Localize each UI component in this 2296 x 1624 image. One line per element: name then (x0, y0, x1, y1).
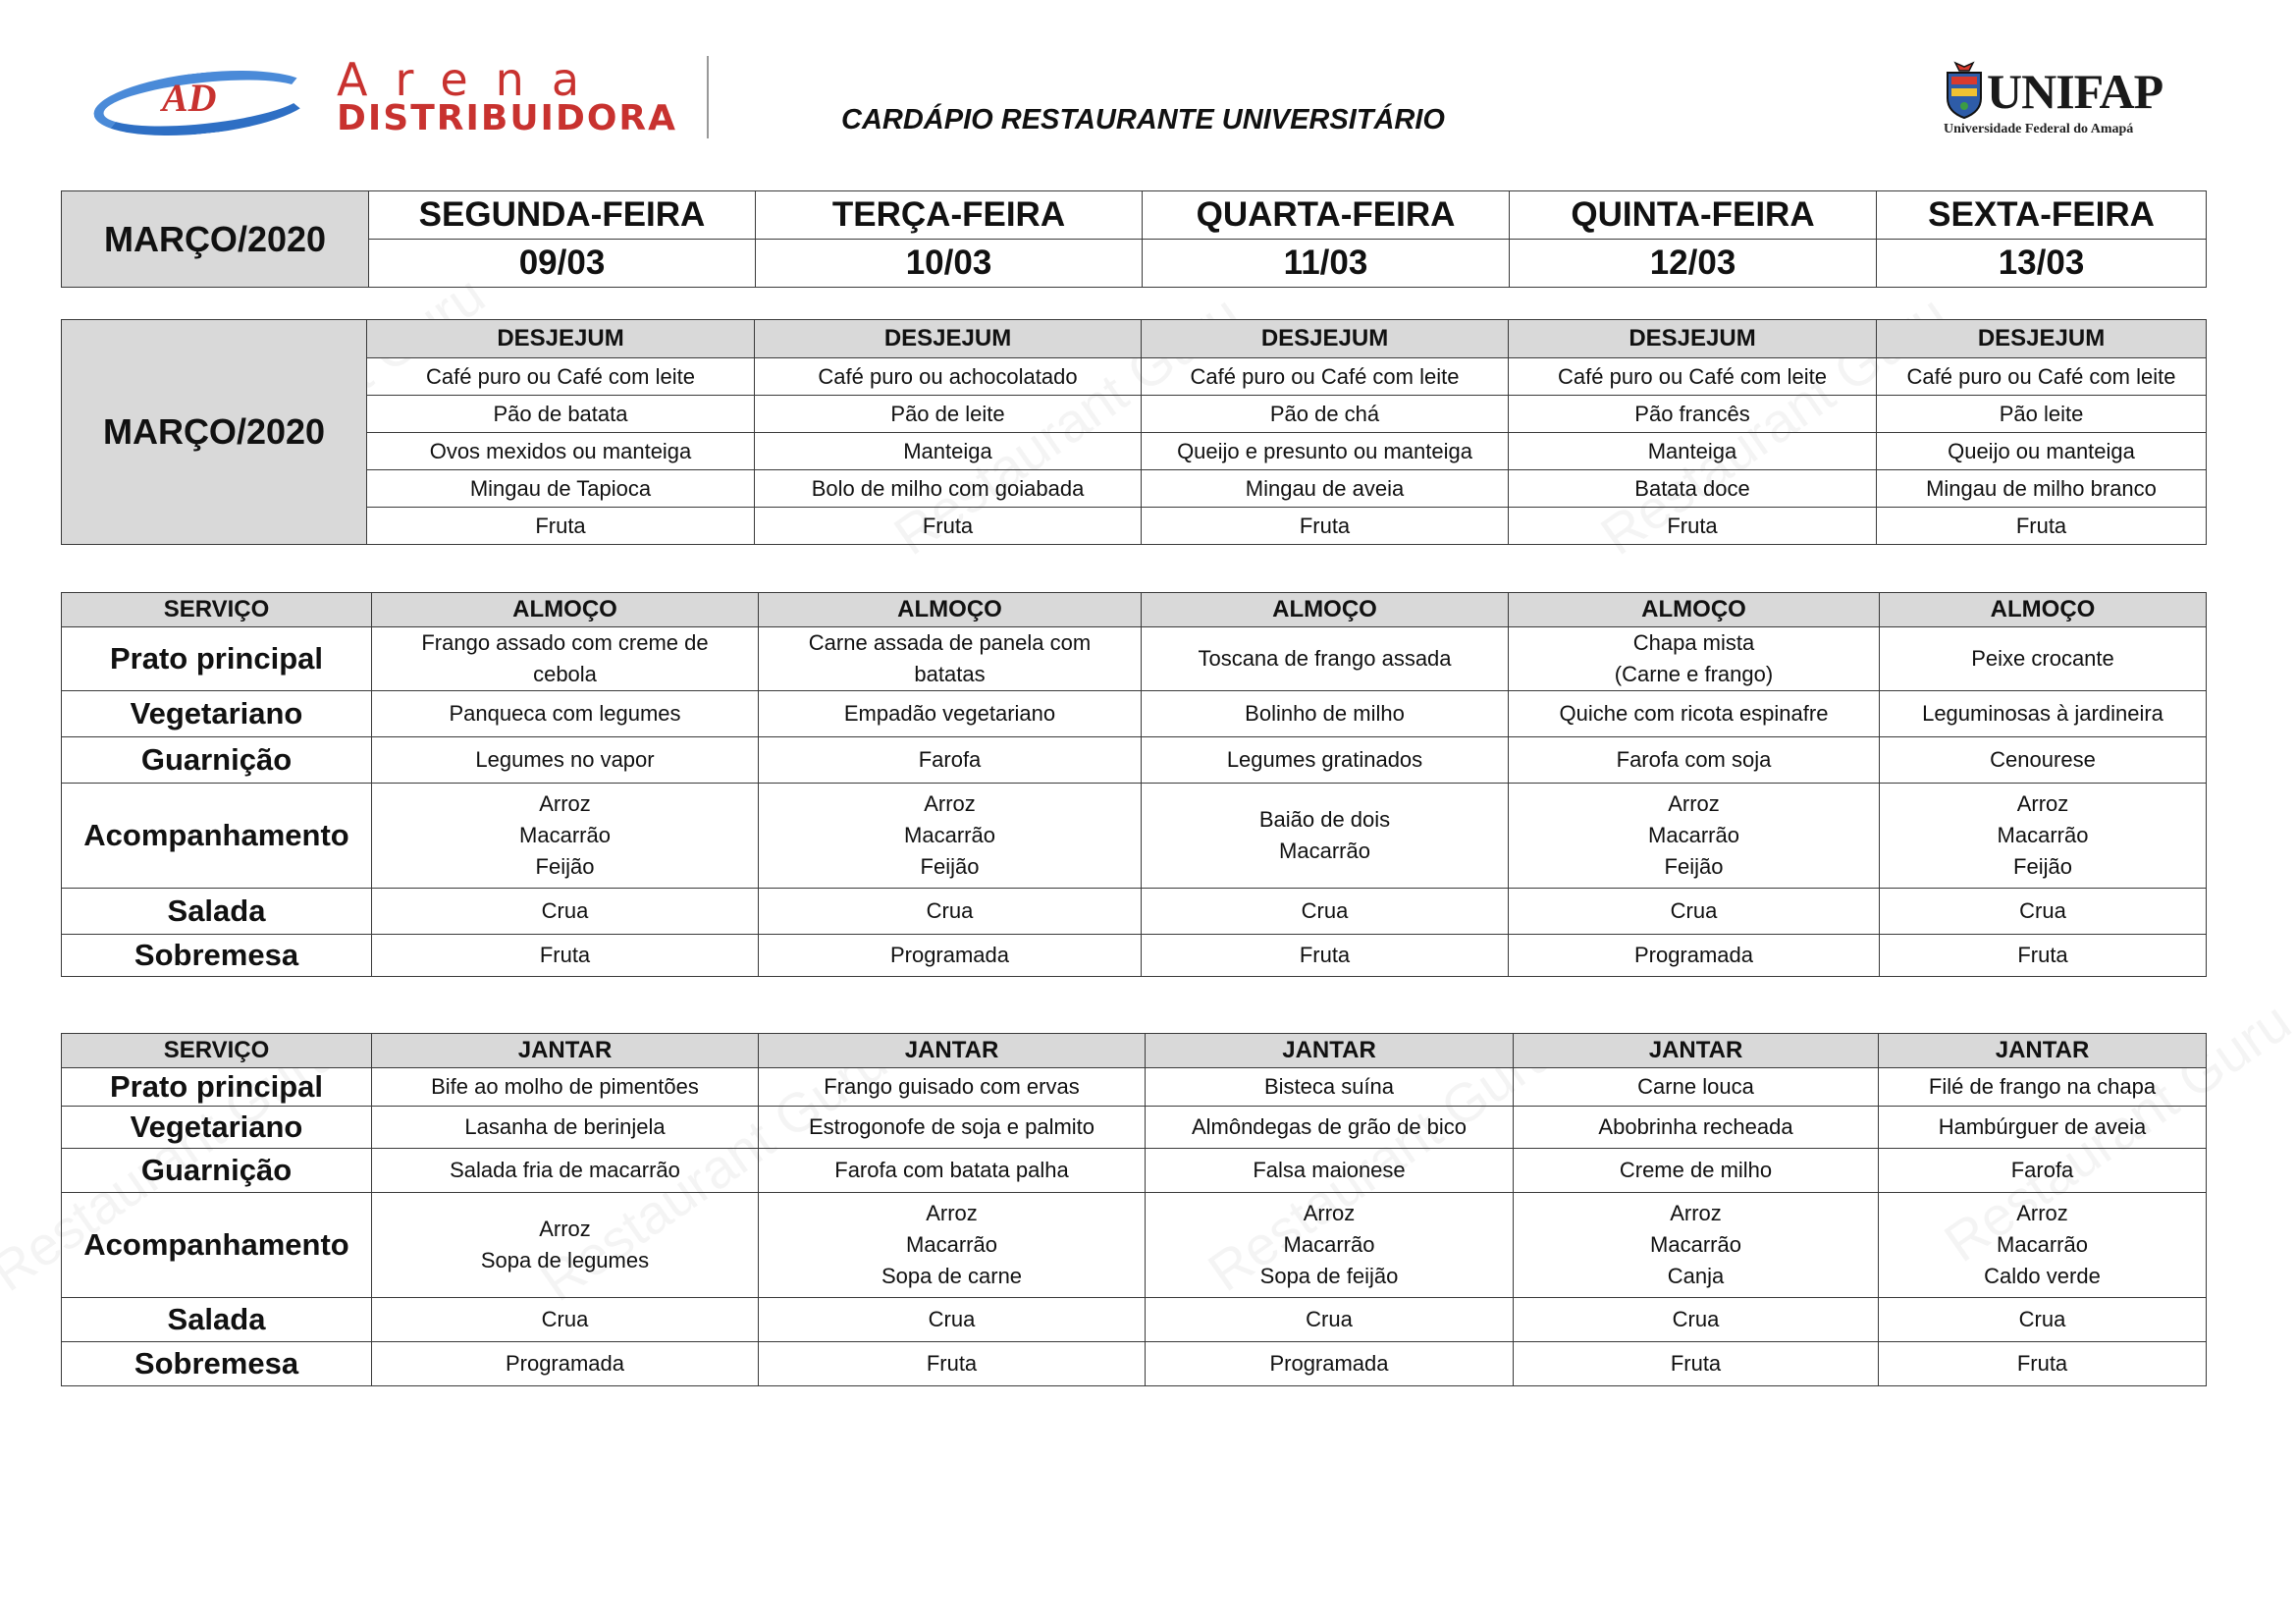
menu-cell (372, 627, 759, 691)
row-label: Acompanhamento (62, 784, 372, 889)
row-label: Guarnição (62, 737, 372, 784)
arena-logo-word: Arena (337, 53, 608, 106)
menu-cell-line: Farofa (2010, 1158, 2074, 1182)
unifap-subtitle: Universidade Federal do Amapá (1944, 122, 2134, 136)
menu-cell-line: Arroz (1670, 1201, 1722, 1225)
menu-cell (1879, 1149, 2207, 1193)
jantar-header: JANTAR (759, 1034, 1146, 1068)
menu-cell-line: Bisteca suína (1263, 1074, 1395, 1099)
service-column-header: SERVIÇO (62, 593, 372, 627)
menu-cell: Pão de batata (367, 396, 755, 433)
jantar-table (61, 1033, 2207, 1386)
menu-cell-line: Cenourese (1990, 747, 2096, 772)
menu-cell-line: Macarrão (1997, 1232, 2088, 1257)
menu-cell-line: cebola (533, 662, 597, 686)
menu-cell (1514, 1298, 1879, 1342)
row-label: Vegetariano (62, 1107, 372, 1149)
menu-cell-line: Crua (1301, 898, 1349, 923)
menu-cell: Pão de leite (755, 396, 1142, 433)
table-row (62, 935, 2207, 977)
menu-cell-line: Bife ao molho de pimentões (431, 1074, 699, 1099)
table-row (62, 508, 2207, 545)
menu-cell-line: Fruta (1299, 943, 1351, 967)
menu-cell (1514, 1107, 1879, 1149)
menu-cell-line: Arroz (1668, 791, 1720, 816)
menu-cell-line: Fruta (2016, 1351, 2068, 1376)
menu-cell (759, 627, 1142, 691)
menu-cell (1146, 1298, 1514, 1342)
menu-cell-line: Baião de dois (1258, 807, 1391, 832)
menu-cell-line: Arroz (539, 791, 591, 816)
menu-cell-line: Empadão vegetariano (843, 701, 1056, 726)
menu-cell-line: Chapa mista (1632, 630, 1755, 655)
desjejum-header: DESJEJUM (367, 320, 755, 358)
menu-cell (1509, 627, 1880, 691)
menu-cell-line: Caldo verde (1984, 1264, 2101, 1288)
almoco-table (61, 592, 2207, 977)
menu-cell: Fruta (1509, 508, 1877, 545)
menu-cell-line: Canja (1667, 1264, 1725, 1288)
table-row (62, 691, 2207, 737)
table-row (62, 737, 2207, 784)
table-row (62, 627, 2207, 691)
menu-cell (1142, 935, 1509, 977)
menu-cell (1880, 691, 2207, 737)
menu-cell: Queijo e presunto ou manteiga (1142, 433, 1509, 470)
day-date: 12/03 (1510, 240, 1877, 288)
menu-cell-line: Legumes gratinados (1226, 747, 1423, 772)
menu-cell-line: Macarrão (519, 823, 611, 847)
desjejum-header: DESJEJUM (1877, 320, 2207, 358)
menu-cell: Fruta (755, 508, 1142, 545)
menu-cell-line: Fruta (539, 943, 591, 967)
jantar-header: JANTAR (1879, 1034, 2207, 1068)
row-label: Guarnição (62, 1149, 372, 1193)
menu-cell-line: Crua (2019, 898, 2066, 923)
row-label: Vegetariano (62, 691, 372, 737)
table-row (62, 1193, 2207, 1298)
menu-cell: Fruta (1142, 508, 1509, 545)
desjejum-month-label: MARÇO/2020 (62, 320, 367, 545)
menu-cell-line: Macarrão (1997, 823, 2089, 847)
menu-cell-line: Salada fria de macarrão (450, 1158, 680, 1182)
menu-cell (1879, 1193, 2207, 1298)
menu-cell-line: Falsa maionese (1253, 1158, 1406, 1182)
menu-cell-line: Almôndegas de grão de bico (1191, 1114, 1468, 1139)
menu-cell (1880, 737, 2207, 784)
unifap-seal-icon (1942, 59, 1987, 120)
menu-cell (759, 1107, 1146, 1149)
day-date: 09/03 (369, 240, 756, 288)
menu-cell-line: Farofa com batata palha (834, 1158, 1069, 1182)
menu-cell-line: Crua (1306, 1307, 1353, 1331)
menu-cell-line: Crua (1672, 1307, 1720, 1331)
row-label: Prato principal (62, 1068, 372, 1107)
menu-cell-line: Sopa de carne (881, 1264, 1023, 1288)
menu-cell: Batata doce (1509, 470, 1877, 508)
table-row (62, 433, 2207, 470)
menu-cell (372, 1342, 759, 1386)
menu-cell-line: Peixe crocante (1971, 646, 2114, 671)
menu-cell (1146, 1068, 1514, 1107)
menu-cell-line: Crua (541, 898, 589, 923)
day-date: 13/03 (1877, 240, 2207, 288)
row-label: Salada (62, 1298, 372, 1342)
menu-cell-line: Programada (1269, 1351, 1389, 1376)
menu-cell-line: Toscana de frango assada (1198, 646, 1452, 671)
menu-cell (1142, 784, 1509, 889)
menu-cell (759, 1193, 1146, 1298)
day-name: SEXTA-FEIRA (1877, 191, 2207, 240)
table-row (62, 1107, 2207, 1149)
menu-cell-line: Crua (2018, 1307, 2066, 1331)
day-name: SEGUNDA-FEIRA (369, 191, 756, 240)
menu-cell: Mingau de milho branco (1877, 470, 2207, 508)
table-row (62, 1149, 2207, 1193)
menu-cell-line: Crua (1670, 898, 1718, 923)
menu-cell-line: Fruta (926, 1351, 978, 1376)
menu-cell (1146, 1342, 1514, 1386)
menu-cell-line: Macarrão (906, 1232, 997, 1257)
jantar-header: JANTAR (1146, 1034, 1514, 1068)
menu-cell-line: Sopa de feijão (1259, 1264, 1399, 1288)
menu-cell (1879, 1298, 2207, 1342)
row-label: Prato principal (62, 627, 372, 691)
menu-cell-line: Macarrão (1283, 1232, 1375, 1257)
menu-cell (1146, 1107, 1514, 1149)
menu-cell-line: Programada (889, 943, 1010, 967)
menu-cell-line: Quiche com ricota espinafre (1559, 701, 1829, 726)
menu-cell (372, 1068, 759, 1107)
almoco-header: ALMOÇO (1509, 593, 1880, 627)
menu-cell-line: Arroz (924, 791, 976, 816)
menu-cell (759, 1298, 1146, 1342)
menu-cell (759, 737, 1142, 784)
menu-cell (759, 935, 1142, 977)
menu-cell-line: Lasanha de berinjela (464, 1114, 666, 1139)
menu-cell-line: Carne assada de panela com (808, 630, 1092, 655)
desjejum-header: DESJEJUM (1509, 320, 1877, 358)
menu-cell (372, 1193, 759, 1298)
menu-cell-line: Arroz (1303, 1201, 1356, 1225)
menu-cell-line: Feijão (1664, 854, 1724, 879)
menu-cell-line: Estrogonofe de soja e palmito (808, 1114, 1095, 1139)
menu-cell-line: Crua (928, 1307, 976, 1331)
menu-cell: Café puro ou achocolatado (755, 358, 1142, 396)
menu-cell (1146, 1149, 1514, 1193)
menu-cell (1880, 784, 2207, 889)
menu-cell (1514, 1149, 1879, 1193)
menu-cell-line: Fruta (1670, 1351, 1722, 1376)
menu-cell: Ovos mexidos ou manteiga (367, 433, 755, 470)
menu-cell (1142, 627, 1509, 691)
menu-cell (372, 935, 759, 977)
menu-cell (759, 1149, 1146, 1193)
menu-cell-line: Frango guisado com ervas (824, 1074, 1080, 1099)
month-label: MARÇO/2020 (62, 191, 369, 288)
desjejum-table (61, 319, 2207, 545)
menu-cell-line: Farofa (918, 747, 982, 772)
menu-cell (1509, 889, 1880, 935)
page-title-text: CARDÁPIO RESTAURANTE UNIVERSITÁRIO (841, 104, 1445, 135)
menu-cell-line: Abobrinha recheada (1598, 1114, 1793, 1139)
menu-cell (372, 889, 759, 935)
menu-cell (1514, 1068, 1879, 1107)
day-date: 11/03 (1143, 240, 1510, 288)
menu-cell-line: Macarrão (1648, 823, 1739, 847)
menu-cell (372, 691, 759, 737)
menu-cell: Mingau de aveia (1142, 470, 1509, 508)
menu-cell (1509, 691, 1880, 737)
desjejum-header: DESJEJUM (755, 320, 1142, 358)
day-name: QUINTA-FEIRA (1510, 191, 1877, 240)
table-row (62, 396, 2207, 433)
menu-cell (1880, 935, 2207, 977)
unifap-logo (1942, 57, 2197, 145)
menu-cell-line: Bolinho de milho (1245, 701, 1405, 726)
almoco-header: ALMOÇO (1880, 593, 2207, 627)
menu-cell (1514, 1342, 1879, 1386)
menu-cell-line: Macarrão (904, 823, 995, 847)
menu-cell-line: Carne louca (1637, 1074, 1754, 1099)
menu-cell-line: Crua (541, 1307, 589, 1331)
menu-cell (1880, 889, 2207, 935)
menu-cell-line: Legumes no vapor (475, 747, 655, 772)
menu-cell (1142, 889, 1509, 935)
menu-cell-line: Arroz (539, 1217, 591, 1241)
menu-cell (759, 1068, 1146, 1107)
menu-cell-line: Crua (926, 898, 974, 923)
row-label: Sobremesa (62, 1342, 372, 1386)
menu-cell-line: Hambúrguer de aveia (1938, 1114, 2147, 1139)
table-row (62, 784, 2207, 889)
menu-cell: Pão de chá (1142, 396, 1509, 433)
row-label: Salada (62, 889, 372, 935)
menu-cell-line: Feijão (920, 854, 980, 879)
table-row (62, 1298, 2207, 1342)
menu-cell-line: Leguminosas à jardineira (1922, 701, 2163, 726)
menu-cell-line: Programada (1633, 943, 1754, 967)
unifap-name: UNIFAP (1987, 64, 2163, 119)
almoco-header: ALMOÇO (372, 593, 759, 627)
table-row (62, 358, 2207, 396)
day-name: QUARTA-FEIRA (1143, 191, 1510, 240)
table-row (62, 1068, 2207, 1107)
jantar-header: JANTAR (1514, 1034, 1879, 1068)
row-label: Acompanhamento (62, 1193, 372, 1298)
menu-cell: Pão leite (1877, 396, 2207, 433)
table-row (62, 1342, 2207, 1386)
menu-cell (1142, 737, 1509, 784)
menu-cell (759, 691, 1142, 737)
week-header-table (61, 190, 2207, 288)
menu-cell-line: Programada (505, 1351, 625, 1376)
menu-cell-line: Filé de frango na chapa (1928, 1074, 2157, 1099)
table-row (62, 889, 2207, 935)
menu-cell-line: Fruta (2017, 943, 2068, 967)
menu-cell (372, 737, 759, 784)
menu-cell (1880, 627, 2207, 691)
menu-cell: Pão francês (1509, 396, 1877, 433)
menu-cell (759, 889, 1142, 935)
menu-cell: Café puro ou Café com leite (1509, 358, 1877, 396)
menu-cell-line: Farofa com soja (1616, 747, 1772, 772)
menu-cell-line: batatas (914, 662, 986, 686)
menu-cell-line: (Carne e frango) (1614, 662, 1774, 686)
menu-cell: Fruta (1877, 508, 2207, 545)
menu-cell (759, 1342, 1146, 1386)
arena-logo-mark: AD (162, 76, 217, 120)
service-column-header: SERVIÇO (62, 1034, 372, 1068)
menu-cell (1509, 935, 1880, 977)
day-name: TERÇA-FEIRA (756, 191, 1143, 240)
desjejum-header: DESJEJUM (1142, 320, 1509, 358)
day-date: 10/03 (756, 240, 1143, 288)
menu-cell (1146, 1193, 1514, 1298)
menu-cell (372, 1298, 759, 1342)
menu-cell: Manteiga (755, 433, 1142, 470)
menu-cell: Mingau de Tapioca (367, 470, 755, 508)
menu-cell: Fruta (367, 508, 755, 545)
menu-cell: Queijo ou manteiga (1877, 433, 2207, 470)
menu-cell (1879, 1068, 2207, 1107)
menu-cell-line: Panqueca com legumes (449, 701, 681, 726)
menu-cell (1514, 1193, 1879, 1298)
menu-cell-line: Feijão (2013, 854, 2072, 879)
menu-cell (1509, 784, 1880, 889)
row-label: Sobremesa (62, 935, 372, 977)
almoco-header: ALMOÇO (759, 593, 1142, 627)
menu-cell (1879, 1342, 2207, 1386)
menu-cell (372, 784, 759, 889)
menu-cell-line: Sopa de legumes (480, 1248, 650, 1272)
menu-cell (759, 784, 1142, 889)
menu-cell: Bolo de milho com goiabada (755, 470, 1142, 508)
menu-cell (372, 1107, 759, 1149)
menu-cell-line: Arroz (2016, 791, 2069, 816)
menu-cell (1142, 691, 1509, 737)
table-row (62, 470, 2207, 508)
menu-cell-line: Feijão (535, 854, 595, 879)
menu-cell-line: Frango assado com creme de (421, 630, 709, 655)
menu-cell-line: Arroz (2016, 1201, 2068, 1225)
arena-logo-sub: DISTRIBUIDORA (337, 98, 678, 138)
menu-cell-line: Arroz (926, 1201, 978, 1225)
menu-cell: Café puro ou Café com leite (1142, 358, 1509, 396)
almoco-header: ALMOÇO (1142, 593, 1509, 627)
menu-cell-line: Creme de milho (1619, 1158, 1773, 1182)
menu-cell-line: Macarrão (1279, 839, 1370, 863)
jantar-header: JANTAR (372, 1034, 759, 1068)
menu-cell (1509, 737, 1880, 784)
menu-cell-line: Macarrão (1650, 1232, 1741, 1257)
menu-cell: Café puro ou Café com leite (1877, 358, 2207, 396)
menu-cell (372, 1149, 759, 1193)
menu-cell (1879, 1107, 2207, 1149)
menu-cell: Manteiga (1509, 433, 1877, 470)
menu-cell: Café puro ou Café com leite (367, 358, 755, 396)
